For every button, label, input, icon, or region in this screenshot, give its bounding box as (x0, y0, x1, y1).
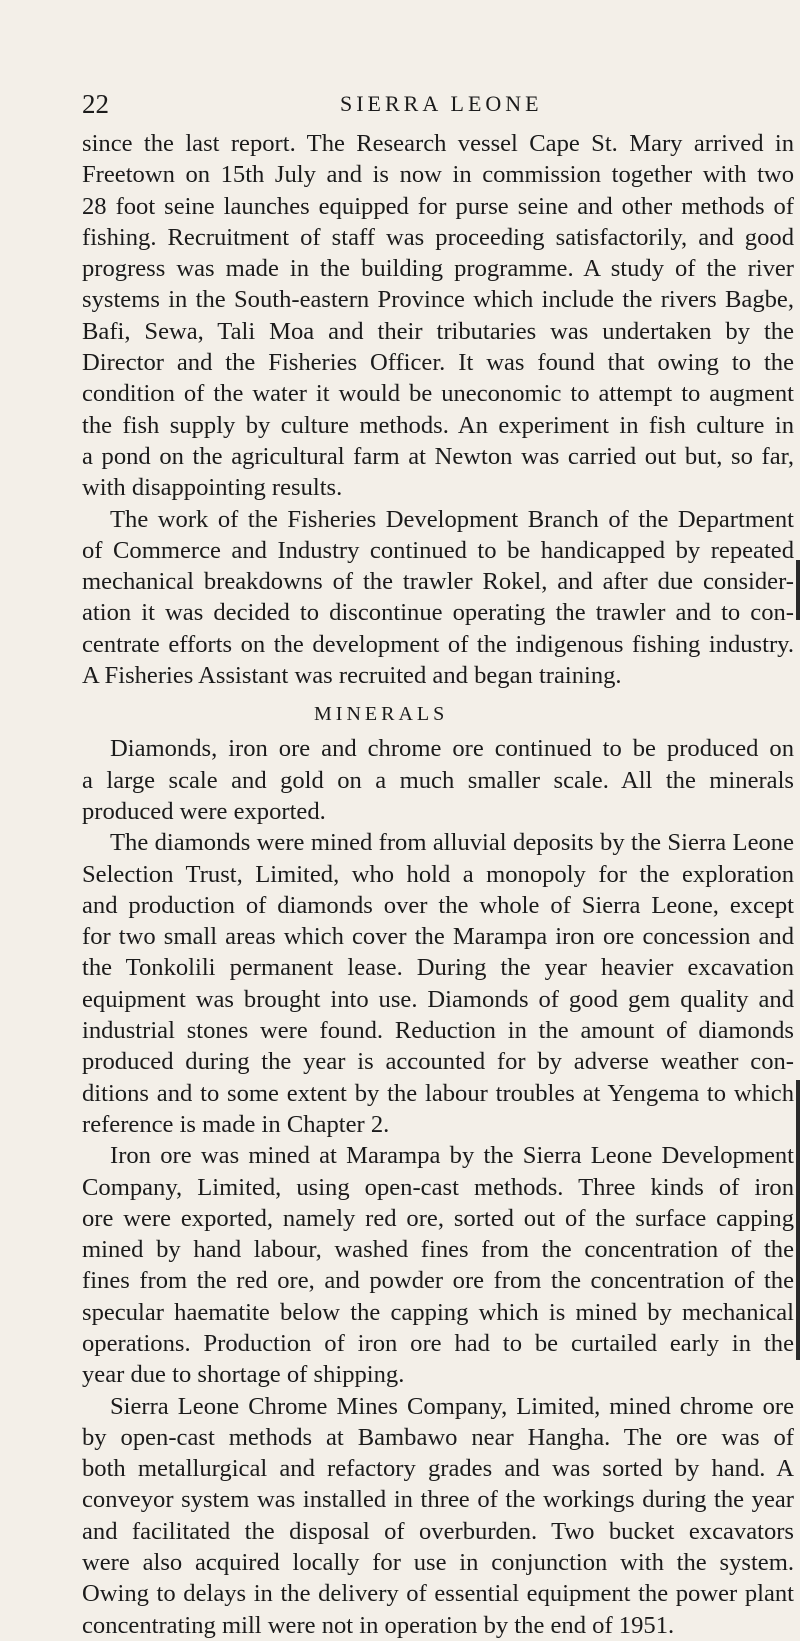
text-line: produced were exported. (82, 797, 326, 825)
text-line: the fish supply by culture methods. An experiment in fish culture in (82, 411, 794, 439)
text-line: for two small areas which cover the Marampa iron ore concession and (82, 923, 794, 951)
text-line: fishing. Recruitment of staff was proceeding satisfactorily, and good (82, 223, 794, 251)
text-line: and production of diamonds over the whole of Sierra Leone, except (82, 891, 794, 919)
text-line: concentrating mill were not in operation by the end of 1951. (82, 1611, 675, 1639)
paragraph-diamonds (82, 827, 794, 1140)
paragraph-fisheries-development (82, 504, 794, 692)
text-line: since the last report. The Research vessel Cape St. Mary arrived in (82, 130, 794, 157)
text-line: with disappointing results. (82, 474, 343, 502)
text-line: systems in the South-eastern Province which include the rivers Bagbe, (82, 286, 794, 314)
text-line: specular haematite below the capping which is mined by mechanical (82, 1298, 794, 1326)
running-title: SIERRA LEONE (340, 91, 543, 116)
text-line: industrial stones were found. Reduction in the amount of diamonds (82, 1017, 794, 1045)
text-line: mined by hand labour, washed fines from the concentration of the (82, 1236, 794, 1264)
page-header (82, 86, 722, 122)
text-line: were also acquired locally for use in conjunction with the system. (82, 1549, 794, 1577)
text-line: operations. Production of iron ore had to be curtailed early in the (82, 1329, 794, 1357)
text-line: by open-cast methods at Bambawo near Hangha. The ore was of (82, 1423, 794, 1451)
paragraph-iron-ore (82, 1140, 794, 1390)
text-line: The diamonds were mined from alluvial deposits by the Sierra Leone (110, 829, 794, 857)
paragraph-fisheries-research (82, 128, 794, 504)
paragraph-chrome-ore (82, 1391, 794, 1641)
text-line: fines from the red ore, and powder ore from the concentration of the (82, 1267, 794, 1295)
text-line: equipment was brought into use. Diamonds of good gem quality and (82, 985, 794, 1013)
text-line: both metallurgical and refactory grades and was sorted by hand. A (82, 1455, 794, 1483)
text-line: Iron ore was mined at Marampa by the Sierra Leone Development (110, 1142, 794, 1170)
text-line: a pond on the agricultural farm at Newton was carried out but, so far, (82, 442, 794, 470)
text-line: Freetown on 15th July and is now in commission together with two (82, 161, 794, 189)
page-number: 22 (82, 89, 109, 119)
text-line: Sierra Leone Chrome Mines Company, Limited, mined chrome ore (110, 1392, 794, 1420)
text-line: of Commerce and Industry continued to be handicapped by repeated (82, 536, 794, 564)
text-line: reference is made in Chapter 2. (82, 1110, 390, 1138)
text-line: progress was made in the building programme. A study of the river (82, 255, 794, 283)
text-line: A Fisheries Assistant was recruited and began training. (82, 662, 622, 690)
section-heading-minerals: MINERALS (314, 703, 449, 726)
paragraph-minerals-intro (82, 733, 794, 827)
text-line: Director and the Fisheries Officer. It was found that owing to the (82, 349, 794, 377)
text-line: Bafi, Sewa, Tali Moa and their tributaries was undertaken by the (82, 317, 794, 345)
text-line: centrate efforts on the development of the indigenous fishing industry. (82, 630, 794, 658)
text-line: year due to shortage of shipping. (82, 1361, 405, 1389)
text-line: mechanical breakdowns of the trawler Rokel, and after due consider- (82, 568, 794, 596)
text-line: a large scale and gold on a much smaller scale. All the minerals (82, 766, 794, 794)
text-line: ore were exported, namely red ore, sorted out of the surface capping (82, 1204, 794, 1232)
text-line: Company, Limited, using open-cast methods. Three kinds of iron (82, 1173, 794, 1201)
text-line: conveyor system was installed in three of the workings during the year (82, 1486, 794, 1514)
text-line: ditions and to some extent by the labour troubles at Yengema to which (82, 1079, 794, 1107)
text-line: Selection Trust, Limited, who hold a monopoly for the exploration (82, 860, 794, 888)
page-edge-shadow (796, 1080, 800, 1360)
text-line: 28 foot seine launches equipped for purse seine and other methods of (82, 192, 794, 220)
body-text (82, 128, 794, 1641)
text-line: condition of the water it would be uneconomic to attempt to augment (82, 380, 794, 408)
text-line: The work of the Fisheries Development Branch of the Department (110, 505, 794, 533)
text-line: and facilitated the disposal of overburden. Two bucket excavators (82, 1517, 794, 1545)
page-edge-shadow (796, 560, 800, 620)
text-line: Diamonds, iron ore and chrome ore continued to be produced on (110, 735, 794, 763)
text-line: ation it was decided to discontinue operating the trawler and to con- (82, 599, 794, 627)
text-line: the Tonkolili permanent lease. During the year heavier excavation (82, 954, 794, 982)
text-line: produced during the year is accounted for by adverse weather con- (82, 1048, 794, 1076)
text-line: Owing to delays in the delivery of essential equipment the power plant (82, 1580, 794, 1608)
